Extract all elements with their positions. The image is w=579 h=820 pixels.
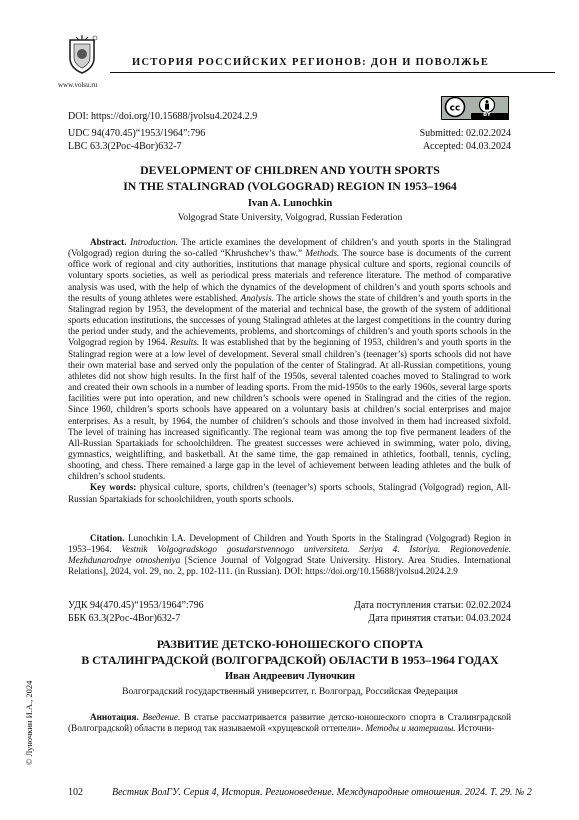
- title-en-line-2: IN THE STALINGRAD (VOLGOGRAD) REGION IN 1953–1964: [123, 179, 457, 193]
- svg-text:cc: cc: [449, 103, 461, 114]
- license-label: BY: [483, 112, 491, 118]
- keywords-label: Key words:: [90, 482, 137, 493]
- annotation-text-a: В статье рассматривается развитие детско-юношеского спорта в Сталинградской (Волгоградской) области в период так называемой «хрущевской оттепели».: [68, 712, 511, 734]
- annotation-text-b: Источни-: [455, 723, 495, 734]
- abstract-en: [68, 237, 511, 505]
- abstract-analysis-label: Analysis.: [240, 292, 275, 303]
- abstract-results-text: It was established that by the beginning of 1953, children’s and youth sports in the Stalingrad region were at a low level of development. Several small children’s (teenager’s) sports schools did not have their own material base and served only the population of the center of Stalingrad. At all-Russian competitions, young athletes did not show high results. In the first half of the 1950s, several talented coaches moved to Stalingrad to work and created their own schools in a number of leading sports. From the mid-1950s to the early 1960s, several large sports facilities were put into operation, and new children’s schools were opened in Stalingrad and the cities of the region. Since 1960, children’s sports schools have appeared on a voluntary basis at children’s social enterprises and major enterprises. As a result, by 1964, the number of children’s schools and those involved in them had increased sixfold. The level of training has increased significantly. The regional team was among the top five permanent leaders of the All-Russian Spartakiads for schoolchildren. The greatest successes were achieved in swimming, water polo, diving, gymnastics, weightlifting, and basketball. At the same time, the gap remained in athletics, football, tennis, cycling, shooting, and chess. There remained a large gap in the level of achievement between leading athletes and the bulk of children’s school students.: [68, 337, 511, 482]
- udc-code: UDC 94(470.45)“1953/1964”:796: [68, 128, 206, 139]
- accepted-date-ru: Дата принятия статьи: 04.03.2024: [368, 613, 511, 624]
- submitted-date: Submitted: 02.02.2024: [419, 128, 511, 139]
- cc-by-license-badge[interactable]: [441, 96, 509, 120]
- abstract-methods-text: The source base is documents of the current office work of regional and city authorities, institutions that manage physical culture and sports, regional councils of voluntary sports societies, as well as periodical press materials and reference literature. The method of comparative analysis was used, with the help of which the dynamics of the development of children’s and youth sports schools and the results of young athletes were established.: [68, 248, 511, 303]
- citation-text-b[interactable]: [Science Journal of Volgograd State University. History. Area Studies. International Relations], 2024, vol. 29, no. 2, pp. 102-111. (in Russian). DOI: https://doi.org/10.15688/jvolsu4.2024.2.9: [68, 555, 511, 577]
- citation-journal: Vestnik Volgogradskogo gosudarstvennogo universiteta. Seriya 4. Istoriya. Regionovedenie. Mezhdunarodnye otnosheniya: [68, 544, 511, 566]
- accepted-date: Accepted: 04.03.2024: [422, 141, 511, 152]
- abstract-methods-label: Methods.: [305, 248, 340, 259]
- footer-journal-title: Вестник ВолГУ. Серия 4, История. Регионоведение. Международные отношения. 2024. Т. 29. № 2: [112, 787, 532, 798]
- affiliation-en: Volgograd State University, Volgograd, Russian Federation: [177, 213, 403, 223]
- abstract-results-label: Results.: [170, 337, 200, 348]
- abstract-intro-text: The article examines the development of children’s and youth sports in the Stalingrad (Volgograd) region during the so-called “Khrushchev’s thaw.”: [68, 237, 511, 259]
- side-copyright: © Луночкин И.А., 2024: [24, 680, 34, 765]
- doi-line[interactable]: DOI: https://doi.org/10.15688/jvolsu4.2024.2.9: [68, 111, 258, 122]
- author-name-ru: Иван Андреевич Луночкин: [224, 671, 356, 682]
- article-title-en: [60, 162, 520, 194]
- received-date-ru: Дата поступления статьи: 02.02.2024: [354, 600, 511, 611]
- page-number: 102: [68, 787, 83, 798]
- title-en-line-1: DEVELOPMENT OF CHILDREN AND YOUTH SPORTS: [140, 163, 440, 177]
- abstract-analysis-text: The article shows the state of children’s and youth sports in the Stalingrad region by 1953, the development of the material and technical base, the growth of the system of additional sports education institutions, the successes of young Stalingrad athletes at the largest competitions in the country during the period under study, and the achievements, problems, and shortcomings of children’s and youth sports schools in the Volgograd region by 1964.: [68, 292, 511, 348]
- citation-label: Citation.: [90, 533, 125, 543]
- abstract-label: Abstract.: [90, 237, 127, 247]
- article-title-ru: [60, 636, 520, 668]
- citation-en: [68, 533, 511, 578]
- title-ru-line-1: РАЗВИТИЕ ДЕТСКО-ЮНОШЕСКОГО СПОРТА: [156, 637, 424, 651]
- annotation-ru: [68, 712, 511, 734]
- journal-header-title: ИСТОРИЯ РОССИЙСКИХ РЕГИОНОВ: ДОН И ПОВОЛЖЬЕ: [132, 57, 490, 68]
- website-url[interactable]: www.volsu.ru: [58, 81, 98, 89]
- author-name-en: Ivan A. Lunochkin: [247, 198, 333, 209]
- abstract-intro-label: Introduction.: [130, 237, 178, 247]
- lbc-code: LBC 63.3(2Рос-4Вог)632-7: [68, 141, 182, 152]
- university-logo: [66, 34, 98, 74]
- annotation-methods-label: Методы и материалы.: [365, 723, 456, 734]
- udk-code: УДК 94(470.45)“1953/1964”:796: [68, 600, 204, 611]
- bbk-code: ББК 63.3(2Рос-4Вог)632-7: [68, 613, 181, 624]
- affiliation-ru: Волгоградский государственный университет, г. Волгоград, Российская Федерация: [122, 687, 458, 697]
- annotation-label: Аннотация.: [90, 712, 139, 722]
- header-divider: [110, 72, 555, 73]
- keywords-text: physical culture, sports, children’s (teenager’s) sports schools, Stalingrad (Volgograd) region, All-Russian Spartakiads for schoolchildren, youth sports schools.: [68, 482, 511, 504]
- citation-text-a: Lunochkin I.A. Development of Children and Youth Sports in the Stalingrad (Volgograd) Region in 1953–1964.: [68, 533, 511, 555]
- annotation-intro-label: Введение.: [142, 712, 181, 722]
- title-ru-line-2: В СТАЛИНГРАДСКОЙ (ВОЛГОГРАДСКОЙ) ОБЛАСТИ В 1953–1964 ГОДАХ: [81, 653, 499, 667]
